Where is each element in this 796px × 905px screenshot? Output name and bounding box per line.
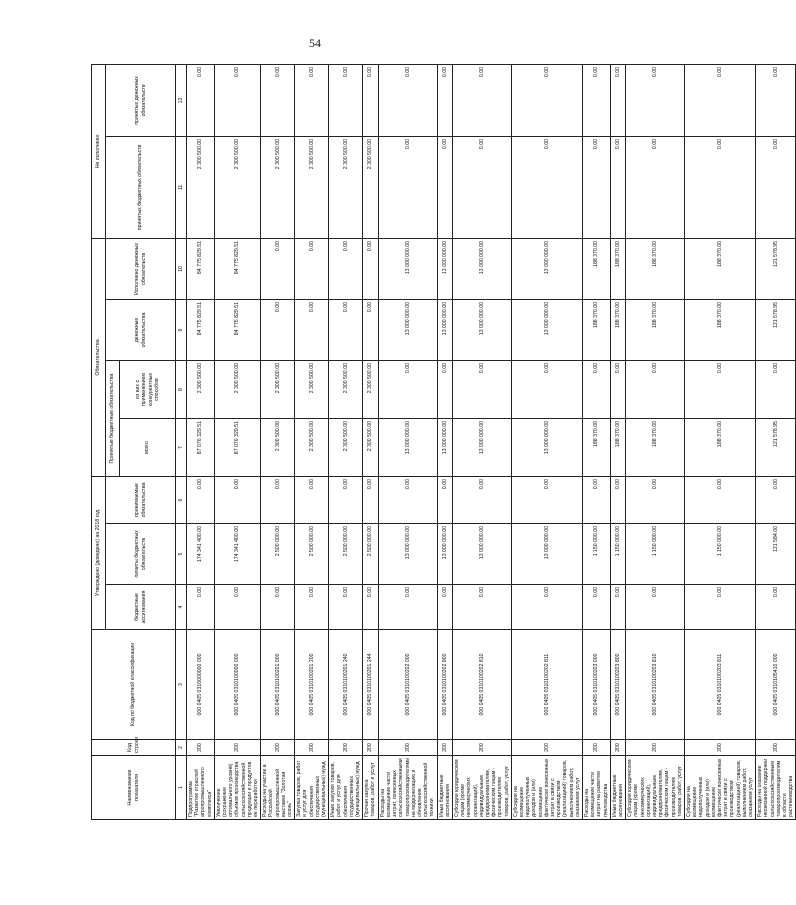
competitive-value: 0.00	[452, 361, 511, 419]
competitive-value: 2 300 500.00	[329, 361, 363, 419]
column-number: 2	[176, 740, 187, 756]
row-classification: 000 0405 0310100202 811	[511, 630, 582, 740]
assignments-value: 0.00	[295, 585, 329, 630]
accepted-total-value: 188 370.00	[582, 419, 610, 477]
row-classification: 000 0405 0310100203 810	[626, 630, 685, 740]
row-classification: 000 0405 0310100202 800	[437, 630, 452, 740]
executed-value: 188 370.00	[610, 238, 625, 299]
limits-value: 2 500 000.00	[295, 524, 329, 585]
assignments-value: 0.00	[610, 585, 625, 630]
row-code: 200	[261, 740, 295, 756]
competitive-value: 2 300 500.00	[261, 361, 295, 419]
not-executed-money-value: 0.00	[685, 64, 756, 136]
competitive-value: 2 300 500.00	[214, 361, 260, 419]
row-code: 200	[363, 740, 378, 756]
accepted-value: 0.00	[329, 477, 363, 524]
accepted-total-value: 188 370.00	[610, 419, 625, 477]
limits-value: 1 150 000.00	[610, 524, 625, 585]
not-executed-budget-value: 2 300 500.00	[363, 136, 378, 238]
row-classification: 000 0405 0310100201 244	[363, 630, 378, 740]
row-classification: 000 0405 0310100000 000	[214, 630, 260, 740]
monetary-value: 0.00	[363, 300, 378, 361]
row-name: Субсидии на возмещение недополученных доходов и (или) возмещение фактически понесенных затрат в связи с производством (реализацией) товаров, выполнением работ, оказанием услуг	[685, 756, 756, 820]
limits-value: 174 341 400.00	[214, 524, 260, 585]
header-competitive: из них с применением конкурентных способов	[120, 361, 176, 419]
executed-value: 13 000 000.00	[511, 238, 582, 299]
accepted-value: 0.00	[511, 477, 582, 524]
limits-value: 1 150 000.00	[582, 524, 610, 585]
assignments-value: 0.00	[214, 585, 260, 630]
column-number: 11	[176, 136, 187, 238]
column-number: 3	[176, 630, 187, 740]
monetary-value: 13 000 000.00	[511, 300, 582, 361]
table-row	[582, 64, 610, 819]
header-obligations-group: Обязательства	[92, 238, 106, 476]
row-name: Иные закупки товаров, работ и услуг для обеспечения государственных (муниципальных) нужд	[329, 756, 363, 820]
monetary-value: 121 578.95	[756, 300, 796, 361]
monetary-value: 0.00	[329, 300, 363, 361]
header-accepted: принимаемые обязательства	[106, 477, 176, 524]
assignments-value: 0.00	[261, 585, 295, 630]
not-executed-budget-value: 2 300 500.00	[329, 136, 363, 238]
row-classification: 000 0405 0310100201 000	[261, 630, 295, 740]
accepted-total-value: 188 370.00	[685, 419, 756, 477]
not-executed-money-value: 0.00	[582, 64, 610, 136]
competitive-value: 0.00	[437, 361, 452, 419]
row-code: 200	[187, 740, 215, 756]
limits-value: 1 150 000.00	[685, 524, 756, 585]
rotated-report-table	[91, 65, 795, 820]
table-row	[626, 64, 685, 819]
header-acc-budget: принятых бюджетных обязательств	[106, 136, 176, 238]
not-executed-money-value: 0.00	[511, 64, 582, 136]
limits-value: 13 000 000.00	[437, 524, 452, 585]
row-name: Иные бюджетные ассигнования	[437, 756, 452, 820]
budget-execution-table	[91, 64, 796, 820]
assignments-value: 0.00	[626, 585, 685, 630]
competitive-value: 0.00	[610, 361, 625, 419]
not-executed-budget-value: 2 300 500.00	[187, 136, 215, 238]
accepted-total-value: 13 000 000.00	[378, 419, 437, 477]
header-approved-group: Утверждено (доведено) на 2018 год	[92, 477, 106, 630]
column-number: 4	[176, 585, 187, 630]
table-row	[511, 64, 582, 819]
not-executed-budget-value: 0.00	[610, 136, 625, 238]
accepted-total-value: 13 000 000.00	[437, 419, 452, 477]
accepted-total-value: 2 300 500.00	[295, 419, 329, 477]
header-acc-money: принятых денежных обязательств	[106, 64, 176, 136]
not-executed-budget-value: 2 300 500.00	[295, 136, 329, 238]
not-executed-money-value: 0.00	[261, 64, 295, 136]
table-row	[685, 64, 756, 819]
monetary-value: 188 370.00	[626, 300, 685, 361]
competitive-value: 0.00	[685, 361, 756, 419]
limits-value: 2 500 000.00	[363, 524, 378, 585]
executed-value: 0.00	[329, 238, 363, 299]
executed-value: 121 578.95	[756, 238, 796, 299]
not-executed-budget-value: 0.00	[756, 136, 796, 238]
row-name: Прочая закупка товаров, работ и услуг	[363, 756, 378, 820]
accepted-total-value: 2 300 500.00	[329, 419, 363, 477]
accepted-value: 0.00	[626, 477, 685, 524]
competitive-value: 0.00	[626, 361, 685, 419]
accepted-total-value: 121 578.95	[756, 419, 796, 477]
row-classification: 000 0405 0310100203 811	[685, 630, 756, 740]
column-number: 12	[176, 64, 187, 136]
row-code: 200	[626, 740, 685, 756]
table-row	[214, 64, 260, 819]
assignments-value: 0.00	[582, 585, 610, 630]
competitive-value: 0.00	[378, 361, 437, 419]
monetary-value: 188 370.00	[582, 300, 610, 361]
limits-value: 2 500 000.00	[261, 524, 295, 585]
row-code: 200	[437, 740, 452, 756]
row-classification: 000 0405 0310105410 000	[756, 630, 796, 740]
not-executed-budget-value: 0.00	[685, 136, 756, 238]
not-executed-money-value: 0.00	[626, 64, 685, 136]
row-name: Субсидии на возмещение недополученных доходов и (или) возмещение фактически понесенных затрат в связи с производством (реализацией) товаров, выполнением работ, оказанием услуг	[511, 756, 582, 820]
limits-value: 13 000 000.00	[511, 524, 582, 585]
row-name: Расходы на возмещение части затрат, понесенных сельскохозяйственными товаропроизводителями на модернизацию и обновление сельскохозяйственной техники	[378, 756, 437, 820]
accepted-total-value: 188 370.00	[626, 419, 685, 477]
row-code: 200	[295, 740, 329, 756]
monetary-value: 13 000 000.00	[452, 300, 511, 361]
header-limits: лимиты бюджетных обязательств	[106, 524, 176, 585]
header-accepted-budget: Принятые бюджетные обязательства	[106, 361, 120, 477]
accepted-value: 0.00	[452, 477, 511, 524]
accepted-value: 0.00	[582, 477, 610, 524]
row-classification: 000 0405 0310100202 000	[378, 630, 437, 740]
not-executed-money-value: 0.00	[214, 64, 260, 136]
limits-value: 13 000 000.00	[452, 524, 511, 585]
row-classification: 000 0405 0310100203 000	[582, 630, 610, 740]
monetary-value: 13 000 000.00	[437, 300, 452, 361]
header-code: Код строки	[92, 740, 176, 756]
not-executed-money-value: 0.00	[187, 64, 215, 136]
row-name: Увеличение (сохранение оптимального уровня) объемов производства сельскохозяйственной продукции и продуктов ее переработки	[214, 756, 260, 820]
executed-value: 13 000 000.00	[378, 238, 437, 299]
not-executed-money-value: 0.00	[756, 64, 796, 136]
not-executed-budget-value: 2 300 500.00	[214, 136, 260, 238]
page-number: 54	[309, 36, 321, 50]
row-name: Субсидии юридическим лицам (кроме некоммерческих организаций), индивидуальным предпринимателям, физическим лицам - производителям товаров, работ, услуг	[626, 756, 685, 820]
executed-value: 84 775 829.51	[187, 238, 215, 299]
row-code: 200	[511, 740, 582, 756]
accepted-value: 0.00	[295, 477, 329, 524]
accepted-value: 0.00	[378, 477, 437, 524]
competitive-value: 2 300 500.00	[363, 361, 378, 419]
limits-value: 1 150 000.00	[626, 524, 685, 585]
monetary-value: 0.00	[295, 300, 329, 361]
table-row	[378, 64, 437, 819]
column-number: 9	[176, 300, 187, 361]
column-number: 10	[176, 238, 187, 299]
not-executed-budget-value: 0.00	[511, 136, 582, 238]
monetary-value: 188 370.00	[610, 300, 625, 361]
executed-value: 188 370.00	[685, 238, 756, 299]
column-number-row	[176, 64, 187, 819]
row-code: 200	[452, 740, 511, 756]
table-row	[329, 64, 363, 819]
header-name: Наименование показателя	[92, 756, 176, 820]
header-not-executed-group: Не исполнено	[92, 64, 106, 238]
row-classification: 000 0405 0310100201 240	[329, 630, 363, 740]
limits-value: 2 500 000.00	[329, 524, 363, 585]
not-executed-budget-value: 0.00	[378, 136, 437, 238]
accepted-total-value: 2 300 500.00	[363, 419, 378, 477]
not-executed-budget-value: 0.00	[437, 136, 452, 238]
table-row	[363, 64, 378, 819]
accepted-total-value: 87 076 329.51	[214, 419, 260, 477]
column-number: 8	[176, 361, 187, 419]
assignments-value: 0.00	[329, 585, 363, 630]
accepted-value: 0.00	[261, 477, 295, 524]
accepted-value: 0.00	[363, 477, 378, 524]
row-classification: 000 0405 0310100201 200	[295, 630, 329, 740]
column-number: 5	[176, 524, 187, 585]
accepted-total-value: 13 000 000.00	[511, 419, 582, 477]
executed-value: 84 775 829.51	[214, 238, 260, 299]
accepted-value: 0.00	[685, 477, 756, 524]
header-assignments: бюджетные ассигнования	[106, 585, 176, 630]
monetary-value: 188 370.00	[685, 300, 756, 361]
accepted-total-value: 2 300 500.00	[261, 419, 295, 477]
monetary-value: 84 775 829.51	[214, 300, 260, 361]
row-name: Подпрограмма "Развитие отраслей агропромышленного комплекса"	[187, 756, 215, 820]
not-executed-money-value: 0.00	[295, 64, 329, 136]
assignments-value: 0.00	[685, 585, 756, 630]
table-row	[756, 64, 796, 819]
row-code: 200	[378, 740, 437, 756]
monetary-value: 13 000 000.00	[378, 300, 437, 361]
table-row	[437, 64, 452, 819]
executed-value: 13 000 000.00	[437, 238, 452, 299]
not-executed-money-value: 0.00	[329, 64, 363, 136]
accepted-value: 0.00	[214, 477, 260, 524]
row-code: 200	[610, 740, 625, 756]
not-executed-money-value: 0.00	[452, 64, 511, 136]
table-row	[187, 64, 215, 819]
column-number: 6	[176, 477, 187, 524]
accepted-total-value: 87 076 329.51	[187, 419, 215, 477]
row-classification: 000 0405 0310000000 000	[187, 630, 215, 740]
limits-value: 121 584.00	[756, 524, 796, 585]
row-name: Расходы на оказание несвязанной поддержки сельскохозяйственным товаропроизводителям в области растениеводства	[756, 756, 796, 820]
not-executed-money-value: 0.00	[437, 64, 452, 136]
accepted-value: 0.00	[610, 477, 625, 524]
accepted-value: 0.00	[437, 477, 452, 524]
not-executed-money-value: 0.00	[363, 64, 378, 136]
not-executed-budget-value: 0.00	[626, 136, 685, 238]
row-code: 200	[685, 740, 756, 756]
competitive-value: 0.00	[511, 361, 582, 419]
executed-value: 0.00	[295, 238, 329, 299]
column-number: 7	[176, 419, 187, 477]
row-name: Иные бюджетные ассигнования	[610, 756, 625, 820]
monetary-value: 0.00	[261, 300, 295, 361]
header-executed-money: Исполнено денежных обязательств	[106, 238, 176, 299]
header-total: всего	[120, 419, 176, 477]
not-executed-budget-value: 2 300 500.00	[261, 136, 295, 238]
table-body	[187, 64, 796, 819]
not-executed-money-value: 0.00	[610, 64, 625, 136]
assignments-value: 0.00	[756, 585, 796, 630]
row-classification: 000 0405 0310100202 810	[452, 630, 511, 740]
table-row	[261, 64, 295, 819]
executed-value: 188 370.00	[582, 238, 610, 299]
table-row	[610, 64, 625, 819]
executed-value: 0.00	[363, 238, 378, 299]
competitive-value: 0.00	[756, 361, 796, 419]
row-code: 200	[329, 740, 363, 756]
executed-value: 188 370.00	[626, 238, 685, 299]
assignments-value: 0.00	[378, 585, 437, 630]
table-row	[295, 64, 329, 819]
limits-value: 13 000 000.00	[378, 524, 437, 585]
row-code: 200	[756, 740, 796, 756]
column-number: 1	[176, 756, 187, 820]
not-executed-budget-value: 0.00	[452, 136, 511, 238]
row-name: Закупка товаров, работ и услуг для обеспечения государственных (муниципальных) нужд	[295, 756, 329, 820]
limits-value: 174 341 400.00	[187, 524, 215, 585]
monetary-value: 84 775 829.51	[187, 300, 215, 361]
not-executed-money-value: 0.00	[378, 64, 437, 136]
row-name: Расходы на возмещение части затрат на развитие пчеловодства	[582, 756, 610, 820]
not-executed-budget-value: 0.00	[582, 136, 610, 238]
competitive-value: 2 300 500.00	[295, 361, 329, 419]
row-name: Расходы на участие в Российской агропромышленной выставке "Золотая осень"	[261, 756, 295, 820]
header-monetary: денежные обязательства	[106, 300, 176, 361]
row-name: Субсидии юридическим лицам (кроме некоммерческих организаций), индивидуальным предпринимателям, физическим лицам - производителям товаров, работ, услуг	[452, 756, 511, 820]
row-code: 200	[214, 740, 260, 756]
executed-value: 0.00	[261, 238, 295, 299]
competitive-value: 0.00	[582, 361, 610, 419]
assignments-value: 0.00	[452, 585, 511, 630]
table-row	[452, 64, 511, 819]
assignments-value: 0.00	[187, 585, 215, 630]
competitive-value: 2 300 500.00	[187, 361, 215, 419]
accepted-total-value: 13 000 000.00	[452, 419, 511, 477]
row-classification: 000 0405 0310100203 800	[610, 630, 625, 740]
assignments-value: 0.00	[437, 585, 452, 630]
header-classification: Код по бюджетной классификации	[92, 630, 176, 740]
executed-value: 13 000 000.00	[452, 238, 511, 299]
row-code: 200	[582, 740, 610, 756]
assignments-value: 0.00	[511, 585, 582, 630]
assignments-value: 0.00	[363, 585, 378, 630]
accepted-value: 0.00	[187, 477, 215, 524]
accepted-value: 0.00	[756, 477, 796, 524]
